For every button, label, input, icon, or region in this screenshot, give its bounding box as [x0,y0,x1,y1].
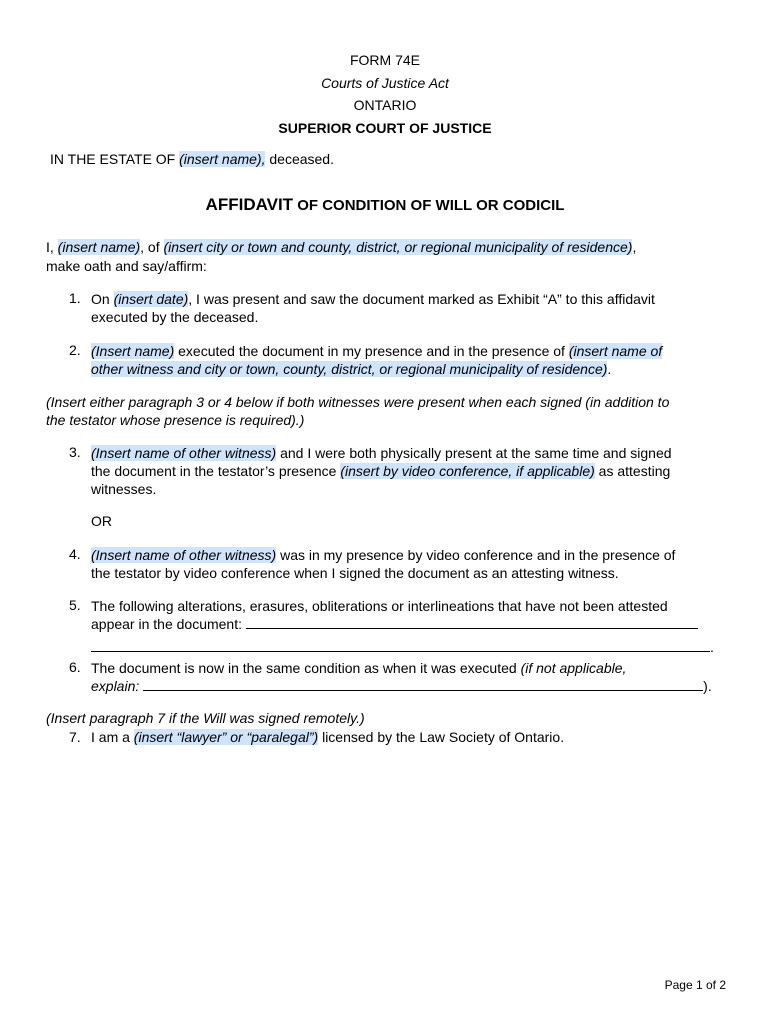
intro-oath: make oath and say/affirm: [46,258,207,274]
p2-name-placeholder: (Insert name) [91,343,175,359]
p4-number: 4. [69,546,81,562]
p3-number: 3. [69,444,81,460]
p5-blank-line-1[interactable] [246,615,698,629]
p2-mid: executed the document in my presence and in the presence of [174,343,569,359]
p2-end: . [607,361,612,377]
p2-text [91,342,662,378]
p5-number: 5. [69,597,81,613]
intro-i: I, [46,239,58,255]
title-bold: AFFIDAVIT [205,195,294,214]
p5-line2: appear in the document: [91,616,246,632]
p7-lawyer-placeholder: (insert “lawyer” or “paralegal”) [133,729,319,745]
p5-text [91,597,698,633]
p4-line2: the testator by video conference when I signed the document as an attesting witness. [91,565,619,581]
estate-name-placeholder: (insert name), [179,151,266,167]
p1-text [91,290,655,326]
p1-line1-rest: , I was present and saw the document marked as Exhibit “A” to this affidavit [188,291,655,307]
province: ONTARIO [353,97,417,113]
document-title [0,195,770,215]
p3-line1-rest: and I were both physically present at the same time and signed [276,445,672,461]
note-paragraph-7: (Insert paragraph 7 if the Will was signed remotely.) [46,710,365,726]
p7-rest: licensed by the Law Society of Ontario. [318,729,565,745]
p6-end: ). [703,678,712,694]
p6-line1-italic: (if not applicable, [520,660,627,676]
title-rest: OF CONDITION OF WILL OR CODICIL [293,197,565,214]
estate-prefix: IN THE ESTATE OF [50,151,180,167]
act-name: Courts of Justice Act [321,75,449,91]
p6-explain-blank[interactable] [143,677,703,691]
p2-witness-placeholder-2: other witness and city or town, county, district, or regional municipality of residence) [91,361,608,377]
p6-explain-label: explain: [91,678,144,694]
estate-line [50,151,334,167]
p1-pre: On [91,291,114,307]
p6-number: 6. [69,659,81,675]
p5-line1: The following alterations, erasures, obliterations or interlineations that have not been attested [91,598,668,614]
p6-text [91,659,712,695]
p7-pre: I am a [91,729,134,745]
p1-date-placeholder: (insert date) [113,291,189,307]
p7-text [91,729,564,745]
court-name: SUPERIOR COURT OF JUSTICE [278,120,492,136]
p3-video-placeholder: (insert by video conference, if applicable) [340,463,595,479]
p2-number: 2. [69,342,81,358]
p3-line2-rest: as attesting [594,463,671,479]
p5-blank-line-2[interactable] [91,638,710,652]
intro-comma: , [632,239,637,255]
note-paragraph-3-4 [46,393,669,429]
p2-witness-placeholder-1: (insert name of [568,343,663,359]
note-3-4-line1: (Insert either paragraph 3 or 4 below if both witnesses were present when each signed (in addition to [46,394,670,410]
intro-name-placeholder: (insert name) [57,239,141,255]
p3-line3: witnesses. [91,481,157,497]
p1-line2: executed by the deceased. [91,309,259,325]
intro-of: , of [140,239,164,255]
p4-line1-rest: was in my presence by video conference and in the presence of [276,547,676,563]
or-separator: OR [91,513,112,529]
intro-residence-placeholder: (insert city or town and county, district, or regional municipality of residence) [163,239,633,255]
p1-number: 1. [69,290,81,306]
p7-number: 7. [69,729,81,745]
p3-text [91,444,672,498]
intro-line-1 [46,239,636,255]
p6-line1: The document is now in the same condition as when it was executed [91,660,521,676]
page-number: Page 1 of 2 [664,978,726,992]
p5-line3 [91,638,714,655]
p4-witness-placeholder: (Insert name of other witness) [91,547,277,563]
note-3-4-line2: the testator whose presence is required).) [46,412,305,428]
p5-end: . [710,639,714,655]
form-number: FORM 74E [349,52,420,68]
p4-text [91,546,675,582]
p3-line2-pre: the document in the testator’s presence [91,463,341,479]
p3-witness-placeholder: (Insert name of other witness) [91,445,277,461]
estate-suffix: deceased. [265,151,334,167]
